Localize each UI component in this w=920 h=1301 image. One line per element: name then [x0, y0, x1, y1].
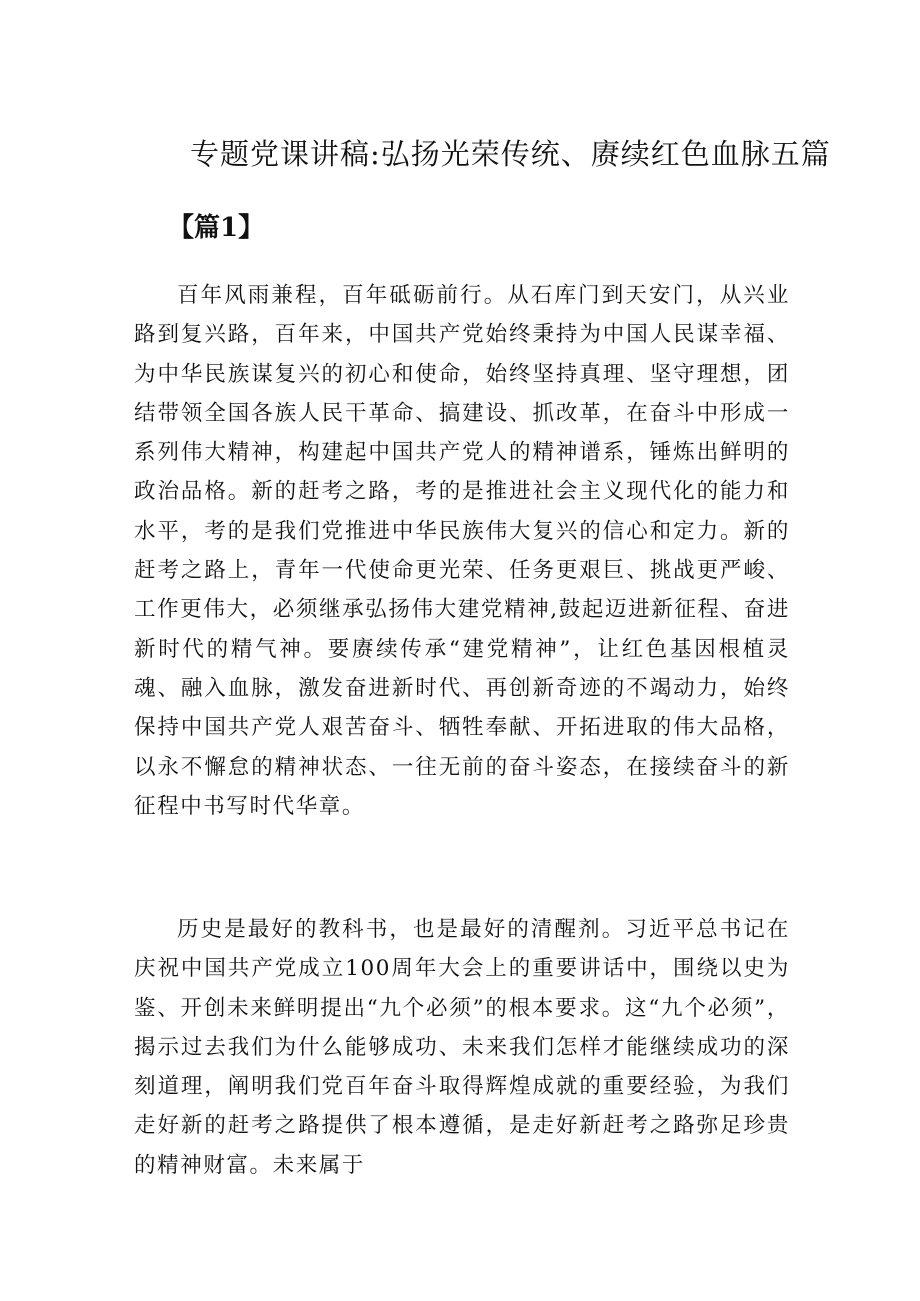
document-title: 专题党课讲稿:弘扬光荣传统、赓续红色血脉五篇 [190, 137, 831, 171]
paragraph-2: 历史是最好的教科书，也是最好的清醒剂。习近平总书记在庆祝中国共产党成立100周年大会上的重要讲话中，围绕以史为鉴、开创未来鲜明提出“九个必须”的根本要求。这“九个必须”，揭示过去我们为什么能够成功、未来我们怎样才能继续成功的深刻道理，阐明我们党百年奋斗取得辉煌成就的重要经验，为我们走好新的赶考之路提供了根本遵循，是走好新赶考之路弥足珍贵的精神财富。未来属于 [134, 917, 790, 1178]
section-heading: 【篇1】 [168, 213, 265, 243]
paragraph-1: 百年风雨兼程，百年砥砺前行。从石库门到天安门，从兴业路到复兴路，百年来，中国共产党始终秉持为中国人民谋幸福、为中华民族谋复兴的初心和使命，始终坚持真理、坚守理想，团结带领全国各族人民干革命、搞建设、抓改革，在奋斗中形成一系列伟大精神，构建起中国共产党人的精神谱系，锤炼出鲜明的政治品格。新的赶考之路，考的是推进社会主义现代化的能力和水平，考的是我们党推进中华民族伟大复兴的信心和定力。新的赶考之路上，青年一代使命更光荣、任务更艰巨、挑战更严峻、工作更伟大，必须继承弘扬伟大建党精神,鼓起迈进新征程、奋进新时代的精气神。要赓续传承“建党精神”，让红色基因根植灵魂、融入血脉，激发奋进新时代、再创新奇迹的不竭动力，始终保持中国共产党人艰苦奋斗、牺牲奉献、开拓进取的伟大品格，以永不懈怠的精神状态、一往无前的奋斗姿态，在接续奋斗的新征程中书写时代华章。 [134, 283, 790, 819]
